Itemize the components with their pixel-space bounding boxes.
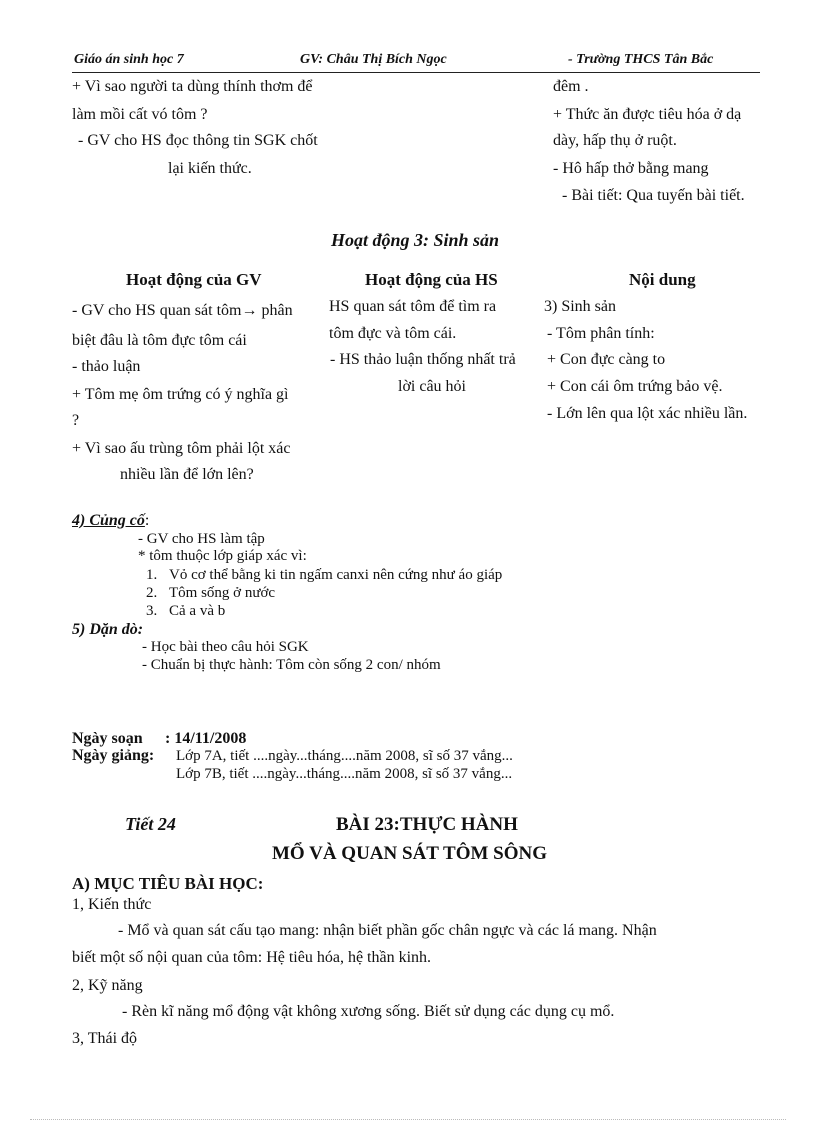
skills-line: - Rèn kĩ năng mổ động vật không xương sống. Biết sử dụng các dụng cụ mổ. — [122, 1003, 615, 1020]
header-school-subject: Giáo án sinh học 7 — [74, 52, 184, 67]
knowledge-heading: 1, Kiến thức — [72, 896, 152, 913]
content-line: + Con cái ôm trứng bảo vệ. — [547, 378, 723, 395]
gv-line: + Tôm mẹ ôm trứng có ý nghĩa gì — [72, 386, 289, 403]
content-line: 3) Sinh sản — [544, 298, 616, 315]
header-rule — [72, 72, 760, 73]
quiz-option-number: 2. — [146, 585, 158, 601]
quiz-option-text: Tôm sống ở nước — [169, 585, 276, 601]
top-gv-line: - GV cho HS đọc thông tin SGK chốt — [78, 132, 318, 149]
gv-line: ? — [72, 412, 80, 429]
content-line: - Lớn lên qua lột xác nhiều lần. — [547, 405, 748, 422]
teach-date-line: Lớp 7A, tiết ....ngày...tháng....năm 2008, sĩ số 37 vắng... — [176, 748, 513, 764]
hs-line: - HS thảo luận thống nhất trả — [330, 351, 516, 368]
top-content-line: + Thức ăn được tiêu hóa ở dạ — [553, 106, 742, 123]
content-line: + Con đực càng to — [547, 351, 666, 368]
top-content-line: - Hô hấp thở bằng mang — [553, 160, 709, 177]
prep-date-label: Ngày soạn — [72, 730, 143, 747]
lesson-title-line2: MỔ VÀ QUAN SÁT TÔM SÔNG — [272, 843, 548, 864]
homework-line: - Chuẩn bị thực hành: Tôm còn sống 2 con/ nhóm — [142, 657, 441, 673]
lesson-title-line1: BÀI 23:THỰC HÀNH — [336, 814, 518, 835]
quiz-option-number: 1. — [146, 567, 158, 583]
homework-heading: 5) Dặn dò: — [72, 621, 144, 638]
top-content-line: - Bài tiết: Qua tuyến bài tiết. — [562, 187, 745, 204]
page-bottom-border — [30, 1119, 786, 1120]
gv-line: biệt đâu là tôm đực tôm cái — [72, 332, 247, 349]
header-school: - Trường THCS Tân Bắc — [568, 52, 714, 67]
consolidation-heading-text: 4) Củng cố — [72, 512, 145, 529]
quiz-option — [146, 603, 225, 620]
consolidation-line: - GV cho HS làm tập — [138, 531, 265, 547]
gv-line: - thảo luận — [72, 358, 141, 375]
prep-date-value: : 14/11/2008 — [165, 730, 247, 747]
quiz-option-number: 3. — [146, 603, 158, 619]
gv-line: - GV cho HS quan sát tôm→ phân — [72, 302, 293, 319]
knowledge-line: - Mổ và quan sát cấu tạo mang: nhận biết phần gốc chân ngực và các lá mang. Nhận — [118, 922, 657, 939]
consolidation-line: * tôm thuộc lớp giáp xác vì: — [138, 548, 307, 564]
homework-line: - Học bài theo câu hỏi SGK — [142, 639, 309, 655]
activity3-title: Hoạt động 3: Sinh sản — [331, 230, 500, 250]
teach-date-line: Lớp 7B, tiết ....ngày...tháng....năm 2008, sĩ số 37 vắng... — [176, 766, 513, 782]
top-content-line: đêm . — [553, 78, 589, 95]
header-teacher: GV: Châu Thị Bích Ngọc — [300, 52, 447, 67]
skills-heading: 2, Kỹ năng — [72, 977, 143, 994]
col-header-gv: Hoạt động của GV — [126, 270, 262, 289]
attitude-heading: 3, Thái độ — [72, 1030, 138, 1047]
quiz-option-text: Cả a và b — [169, 603, 226, 619]
top-content-line: dày, hấp thụ ở ruột. — [553, 132, 677, 149]
consolidation-heading-suffix: : — [144, 512, 150, 529]
quiz-option — [146, 567, 502, 584]
hs-line: lời câu hỏi — [398, 378, 466, 395]
teach-date-label: Ngày giảng: — [72, 747, 155, 764]
hs-line: HS quan sát tôm để tìm ra — [329, 298, 497, 315]
knowledge-line: biết một số nội quan của tôm: Hệ tiêu hóa, hệ thần kinh. — [72, 949, 432, 966]
col-header-hs: Hoạt động của HS — [365, 270, 498, 289]
quiz-option-text: Vỏ cơ thể bằng ki tin ngấm canxi nên cứng như áo giáp — [169, 567, 503, 583]
hs-line: tôm đực và tôm cái. — [329, 325, 457, 342]
quiz-option — [146, 585, 275, 602]
period-label: Tiết 24 — [125, 814, 176, 834]
consolidation-heading — [72, 512, 149, 530]
gv-line: nhiều lần để lớn lên? — [120, 466, 254, 483]
col-header-content: Nội dung — [629, 270, 696, 289]
top-gv-line: lại kiến thức. — [168, 160, 252, 177]
top-gv-line: + Vì sao người ta dùng thính thơm để — [72, 78, 313, 95]
content-line: - Tôm phân tính: — [547, 325, 655, 342]
top-gv-line: làm mồi cất vó tôm ? — [72, 106, 208, 123]
objectives-heading: A) MỤC TIÊU BÀI HỌC: — [72, 874, 264, 893]
gv-line: + Vì sao ấu trùng tôm phải lột xác — [72, 440, 291, 457]
